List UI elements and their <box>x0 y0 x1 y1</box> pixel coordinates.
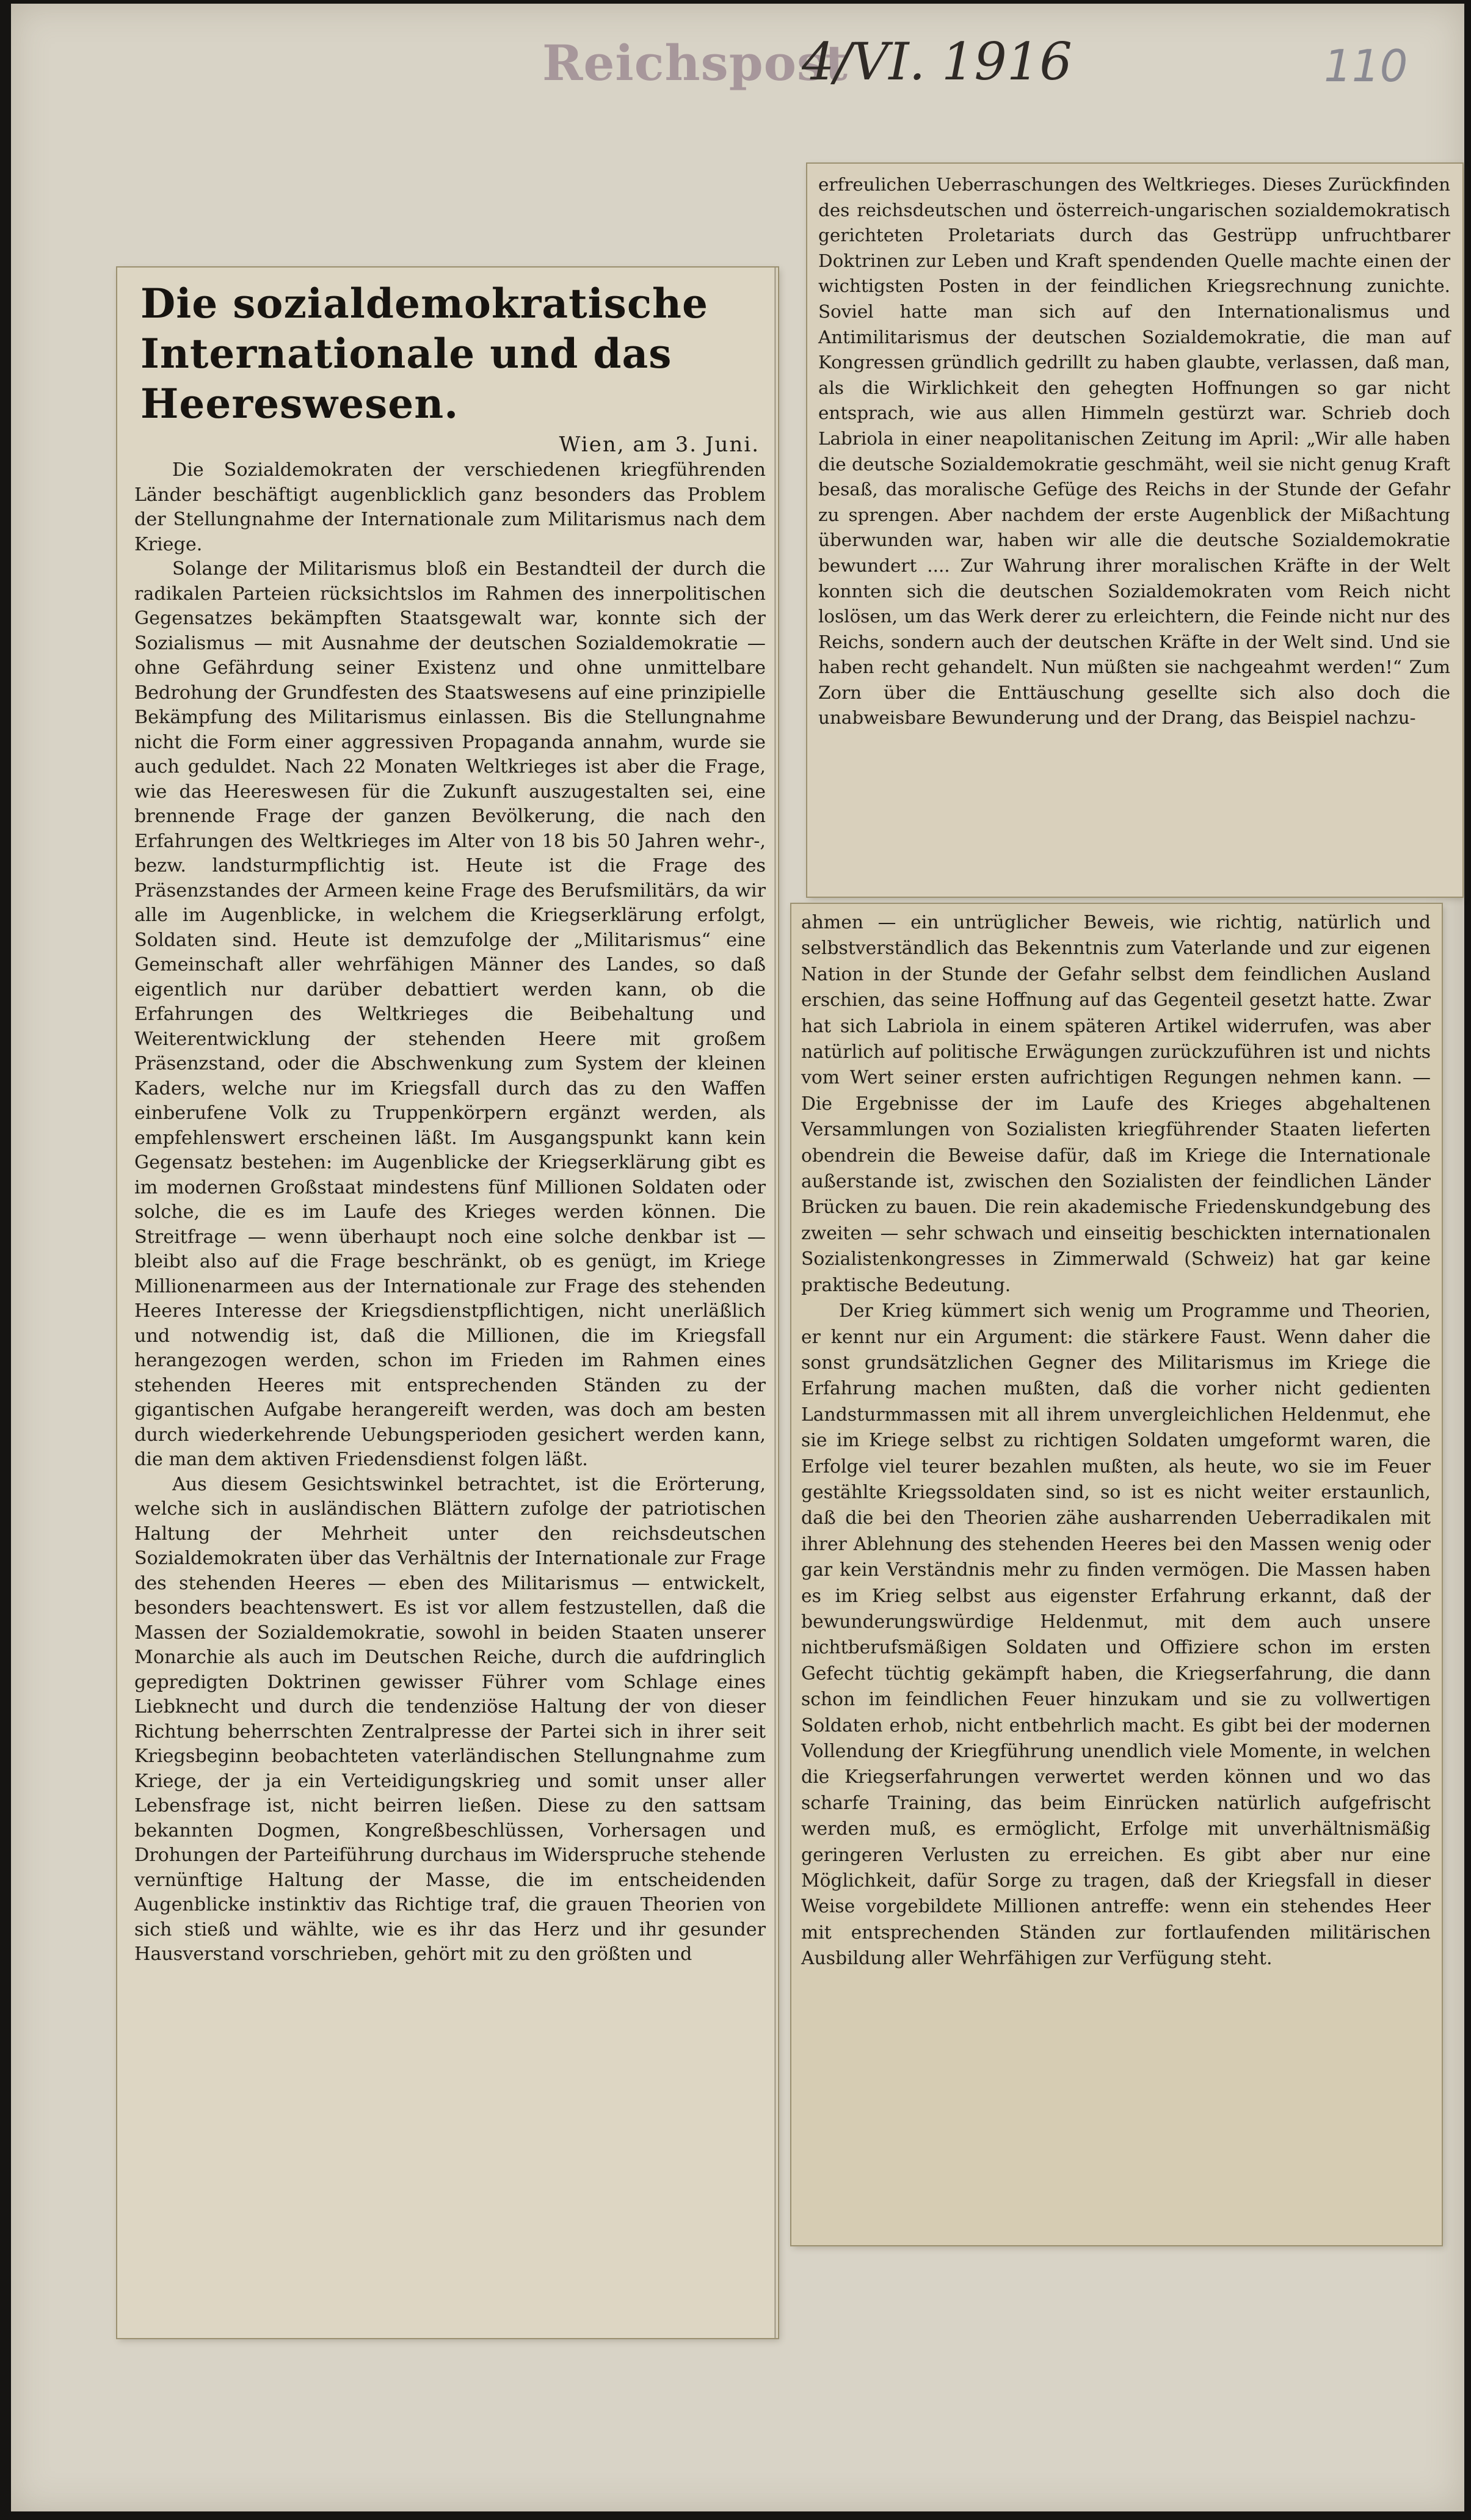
paragraph: erfreulichen Ueberraschungen des Weltkrieges. Dieses Zurückfinden des reichsdeutschen und österreich-ungarischen sozialdemokratisch gerichteten Proletariats durch das Gestrüpp unfruchtbarer Doktrinen zur Leben und Kraft spendenden Quelle machte einen der wichtigsten Posten in der feindlichen Kriegsrechnung zunichte. Soviel hatte man sich auf den Internationalismus und Antimilitarismus der deutschen Sozialdemokratie, die man auf Kongressen gründlich gedrillt zu haben glaubte, verlassen, daß man, als die Wirklichkeit den gehegten Hoffnungen so gar nicht entsprach, wie aus allen Himmeln gestürzt war. Schrieb doch Labriola in einer neapolitanischen Zeitung im April: „Wir alle haben die deutsche Sozialdemokratie geschmäht, weil sie nicht genug Kraft besaß, das moralische Gefüge des Reichs in der Stunde der Gefahr zu sprengen. Aber nachdem der erste Augenblick der Mißachtung überwunden war, haben wir alle die deutsche Sozialdemokratie bewundert .... Zur Wahrung ihrer moralischen Kräfte in der Welt konnten sich die deutschen Sozialdemokraten vom Reich nicht loslösen, um das Werk derer zu erleichtern, die Feinde nicht nur des Reichs, sondern auch der deutschen Kräfte in der Welt sind. Und sie haben recht gehandelt. Nun müßten sie nachgeahmt werden!“ Zum Zorn über die Enttäuschung gesellte sich also doch die unabweisbare Bewunderung und der Drang, das Beispiel nachzu- <box>818 174 1450 729</box>
paragraph: Solange der Militarismus bloß ein Bestandteil der durch die radikalen Parteien rücksichtslos im Rahmen des innerpolitischen Gegensatzes bekämpften Staatsgewalt war, konnte sich der Sozialismus — mit Ausnahme der deutschen Sozialdemokratie — ohne Gefährdung seiner Existenz und ohne unmittelbare Bedrohung der Grundfesten des Staatswesens auf eine prinzipielle Bekämpfung des Militarismus einlassen. Bis die Stellungnahme nicht die Form einer aggressiven Propaganda annahm, wurde sie auch geduldet. Nach 22 Monaten Weltkrieges ist aber die Frage, wie das Heereswesen für die Zukunft auszugestalten sei, eine brennende Frage der ganzen Bevölkerung, die nach den Erfahrungen des Weltkrieges im Alter von 18 bis 50 Jahren wehr-, bezw. landsturmpflichtig ist. Heute ist die Frage des Präsenzstandes der Armeen keine Frage des Berufsmilitärs, da wir alle im Augenblicke, in welchem die Kriegserklärung erfolgt, Soldaten sind. Heute ist demzufolge der „Militarismus“ eine Gemeinschaft aller wehrfähigen Männer des Landes, so daß eigentlich nur darüber debattiert werden kann, ob die Erfahrungen des Weltkrieges die Beibehaltung und Weiterentwicklung der stehenden Heere mit großem Präsenzstand, oder die Abschwenkung zum System der kleinen Kaders, welche nur im Kriegsfall durch das zu den Waffen einberufene Volk zu Truppenkörpern ergänzt werden, als empfehlenswert erscheinen läßt. Im Ausgangspunkt kann kein Gegensatz bestehen: im Augenblicke der Kriegserklärung gibt es im modernen Großstaat mindestens fünf Millionen Soldaten oder solche, die es im Laufe des Krieges werden können. Die Streitfrage — wenn überhaupt noch eine solche denkbar ist — bleibt also auf die Frage beschränkt, ob es genügt, im Kriege Millionenarmeen aus der Internationale zur Frage des stehenden Heeres Interesse der Kriegsdienstpflichtigen, nicht unerläßlich und notwendig ist, daß die Millionen, die im Kriegsfall herangezogen werden, schon im Frieden im Rahmen eines stehenden Heeres mit entsprechenden Ständen zu der gigantischen Aufgabe herangereift werden, was doch am besten durch wiederkehrende Uebungsperioden gesichert werden kann, die man dem aktiven Friedensdienst folgen läßt. <box>134 558 766 1470</box>
archive-number: 110 <box>1324 40 1408 92</box>
paragraph: Die Sozialdemokraten der verschiedenen kriegführenden Länder beschäftigt augenblicklich ganz besonders das Problem der Stellungnahme der Internationale zum Militarismus nach dem Kriege. <box>134 459 766 555</box>
clipping-right-lower <box>791 904 1442 2245</box>
handwritten-date: 4/VI. 1916 <box>802 32 1072 92</box>
clipping-left-column <box>117 268 778 2338</box>
clipping-right-upper <box>807 164 1462 897</box>
newspaper-stamp: Reichspost <box>542 34 848 92</box>
paragraph: Aus diesem Gesichtswinkel betrachtet, ist die Erörterung, welche sich in ausländischen Blättern zufolge der patriotischen Haltung der Mehrheit unter den reichsdeutschen Sozialdemokraten über das Verhältnis der Internationale zur Frage des stehenden Heeres — eben des Militarismus — entwickelt, besonders beachtenswert. Es ist vor allem festzustellen, daß die Massen der Sozialdemokratie, sowohl in beiden Staaten unserer Monarchie als auch im Deutschen Reiche, durch die aufdringlich gepredigten Doktrinen gewisser Führer vom Schlage eines Liebknecht und durch die tendenziöse Haltung der von dieser Richtung beherrschten Zentralpresse der Partei sich in ihrer seit Kriegsbeginn beobachteten vaterländischen Stellungnahme zum Kriege, der ja ein Verteidigungskrieg und somit unser aller Lebensfrage ist, nicht beirren ließen. Diese zu den sattsam bekannten Dogmen, Kongreßbeschlüssen, Vorhersagen und Drohungen der Parteiführung durchaus im Widerspruche stehende vernünftige Haltung der Masse, die im entscheidenden Augenblicke instinktiv das Richtige traf, die grauen Theorien von sich stieß und wählte, wie es ihr das Herz und ihr gesunder Hausverstand vorschrieben, gehört mit zu den größten und <box>134 1473 766 1965</box>
article-headline: Die sozialdemokratische Internationale und das Heereswesen. <box>140 280 708 428</box>
fold-crease <box>774 268 776 2338</box>
article-dateline: Wien, am 3. Juni. <box>559 432 760 457</box>
paragraph: ahmen — ein untrüglicher Beweis, wie richtig, natürlich und selbstverständlich das Bekenntnis zum Vaterlande und zur eigenen Nation in der Stunde der Gefahr selbst dem feindlichen Ausland erschien, das seine Hoffnung auf das Gegenteil gesetzt hatte. Zwar hat sich Labriola in einem späteren Artikel widerrufen, was aber natürlich auf politische Erwägungen zurückzuführen ist und nichts vom Wert seiner ersten aufrichtigen Regungen nehmen kann. — Die Ergebnisse der im Laufe des Krieges abgehaltenen Versammlungen von Sozialisten kriegführender Staaten lieferten obendrein die Beweise dafür, daß im Kriege die Internationale außerstande ist, zwischen den Sozialisten der feindlichen Länder Brücken zu bauen. Die rein akademische Friedenskundgebung des zweiten — sehr schwach und einseitig beschickten internationalen Sozialistenkongresses in Zimmerwald (Schweiz) hat gar keine praktische Bedeutung. <box>801 912 1431 1296</box>
paragraph: Der Krieg kümmert sich wenig um Programme und Theorien, er kennt nur ein Argument: die stärkere Faust. Wenn daher die sonst grundsätzlichen Gegner des Militarismus im Kriege die Erfahrung machen mußten, daß die vorher nicht gedienten Landsturmmassen mit all ihrem unvergleichlichen Heldenmut, ehe sie im Kriege selbst zu richtigen Soldaten umgeformt waren, die Erfolge viel teurer bezahlen mußten, als heute, wo sie im Feuer gestählte Kriegssoldaten sind, so ist es nicht weiter erstaunlich, daß die bei den Theorien zähe ausharrenden Ueberradikalen mit ihrer Ablehnung des stehenden Heeres bei den Massen wenig oder gar kein Verständnis mehr zu finden vermögen. Die Massen haben es im Krieg selbst aus eigenster Erfahrung erkannt, daß der bewunderungswürdige Heldenmut, mit dem auch unsere nichtberufsmäßigen Soldaten und Offiziere schon im ersten Gefecht tüchtig gekämpft haben, die Kriegserfahrung, die dann schon im feindlichen Feuer hinzukam und sie zu vollwertigen Soldaten erhob, nicht entbehrlich macht. Es gibt bei der modernen Vollendung der Kriegführung unendlich viele Momente, in welchen die Kriegserfahrungen verwertet werden können und wo das scharfe Training, das beim Einrücken natürlich aufgefrischt werden muß, es ermöglicht, Erfolge mit unverhältnismäßig geringeren Verlusten zu erreichen. Es gibt aber nur eine Möglichkeit, dafür Sorge zu tragen, daß der Kriegsfall in dieser Weise vorgebildete Millionen antreffe: wenn ein stehendes Heer mit entsprechenden Ständen zur fortlaufenden militärischen Ausbildung aller Wehrfähigen zur Verfügung steht. <box>801 1300 1431 1970</box>
